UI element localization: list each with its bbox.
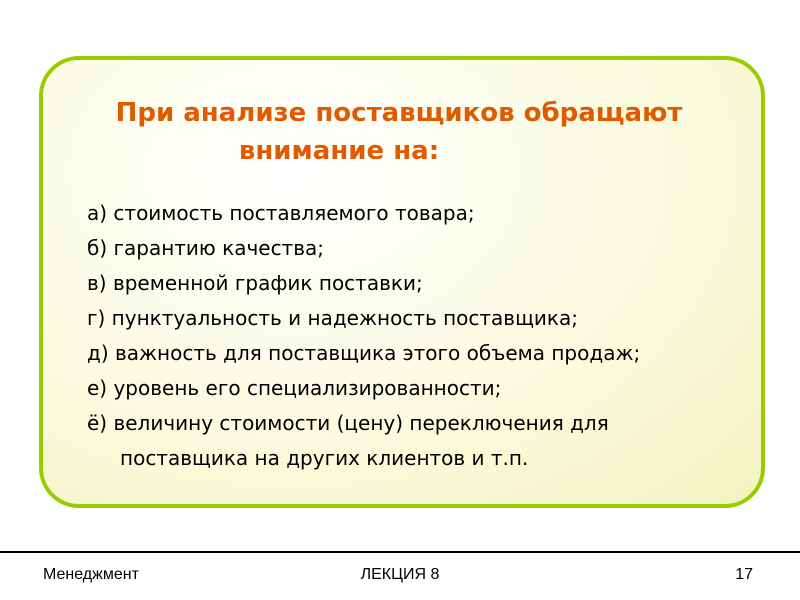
list-item-continuation: поставщика на других клиентов и т.п.: [120, 446, 529, 470]
list-item: д) важность для поставщика этого объема продаж;: [87, 341, 641, 365]
footer-lecture: ЛЕКЦИЯ 8: [360, 566, 440, 583]
list-item: ё) величину стоимости (цену) переключения для: [87, 411, 609, 435]
footer-course: Менеджмент: [43, 566, 139, 583]
title-line-2: внимание на:: [238, 136, 440, 166]
footer-divider: [0, 551, 800, 553]
list-item: е) уровень его специализированности;: [87, 376, 502, 400]
slide-title: [60, 94, 738, 170]
title-line-1: При анализе поставщиков обращают: [115, 98, 683, 128]
list-item: б) гарантию качества;: [87, 236, 325, 260]
criteria-list: [87, 196, 747, 476]
page-number: 17: [735, 566, 753, 583]
list-item: г) пунктуальность и надежность поставщика;: [87, 306, 579, 330]
list-item: в) временной график поставки;: [87, 271, 423, 295]
list-item: а) стоимость поставляемого товара;: [87, 201, 475, 225]
